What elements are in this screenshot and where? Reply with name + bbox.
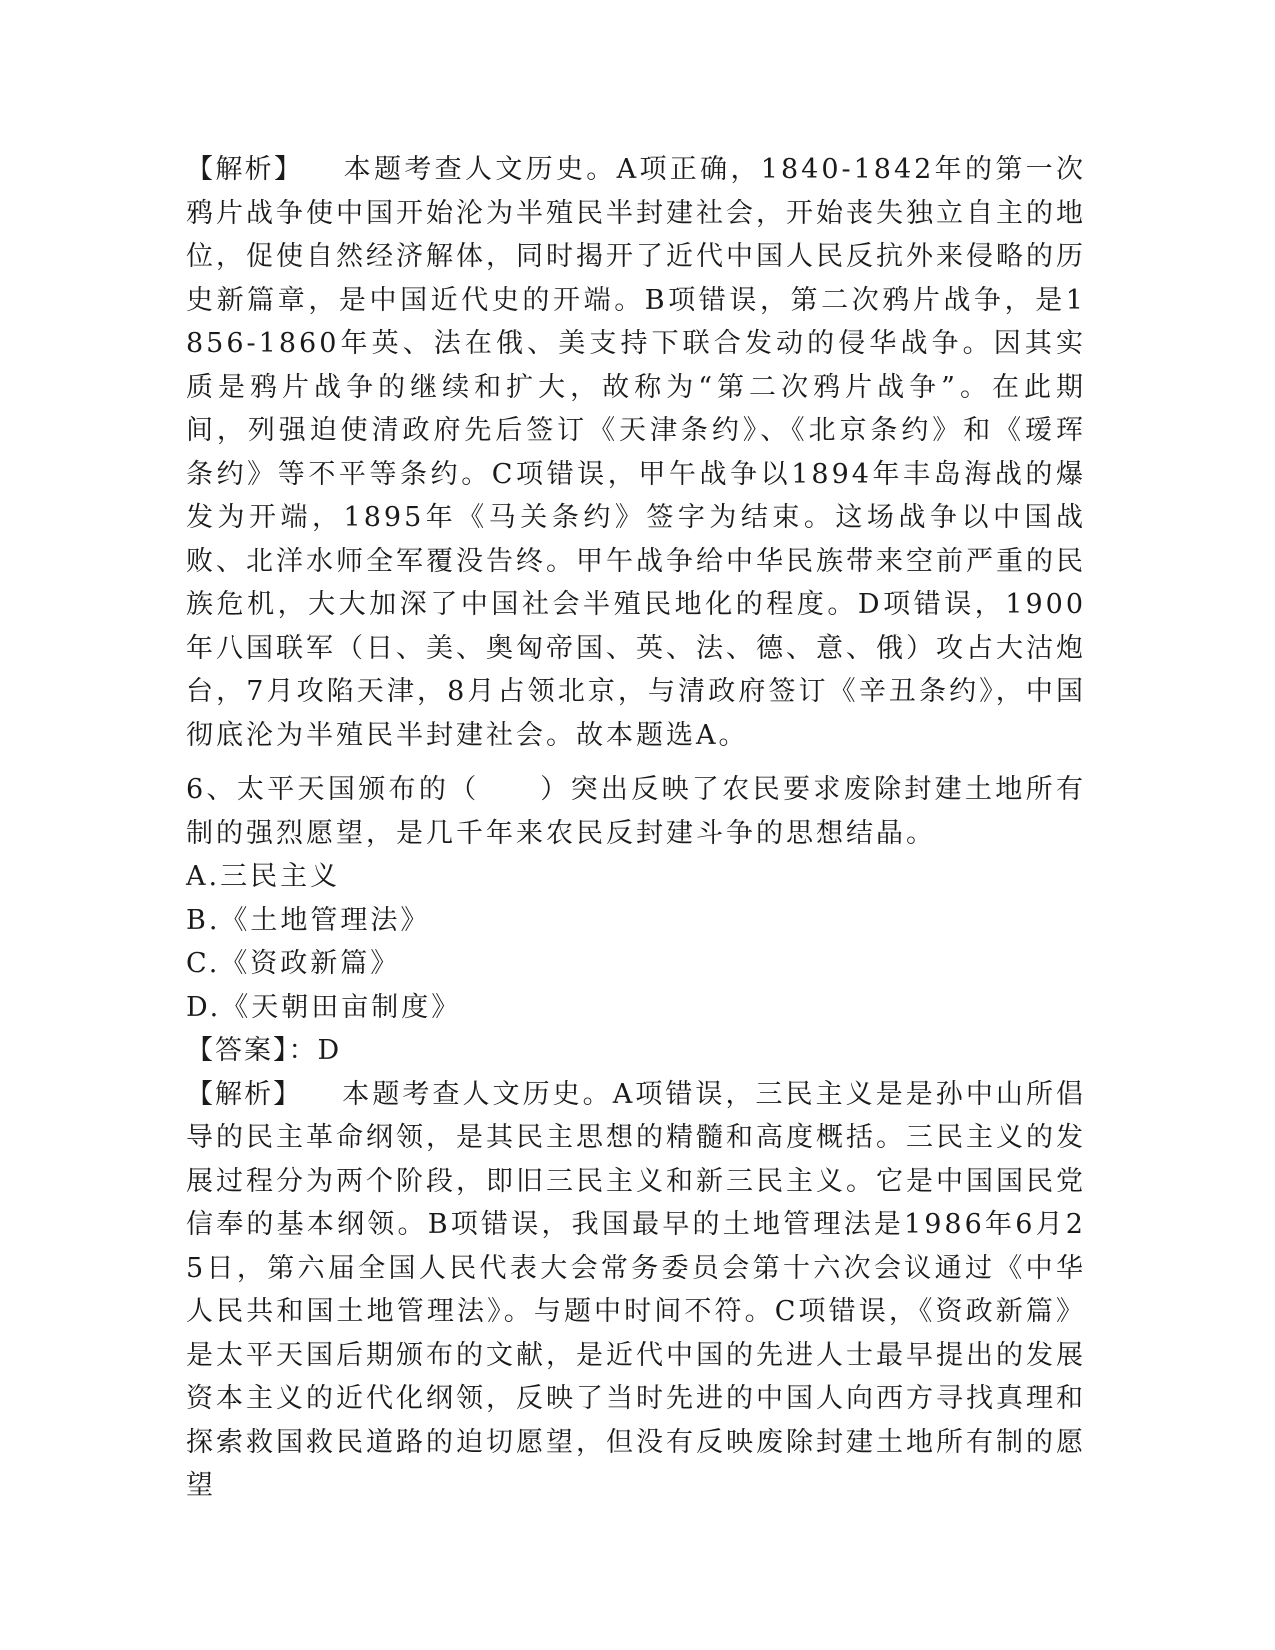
q6-stem: 6、太平天国颁布的（ ）突出反映了农民要求废除封建土地所有制的强烈愿望，是几千年来农民反封建斗争的思想结晶。 [186,774,1086,849]
q6-answer-value: D [317,1035,343,1066]
q6-explanation-label: 【解析】 [186,1078,303,1110]
q6-option-a: A.三民主义 [186,861,341,892]
q6-answer-label: 【答案】： [186,1035,318,1066]
q6-option-d: D.《天朝田亩制度》 [186,991,462,1023]
q6-answer [186,1029,1086,1073]
q6-option-b: B.《土地管理法》 [186,904,431,936]
q5-explanation-label: 【解析】 [186,154,304,185]
q6-explanation-text: 本题考查人文历史。A项错误，三民主义是是孙中山所倡导的民主革命纲领，是其民主思想的精髓和高度概括。三民主义的发展过程分为两个阶段，即旧三民主义和新三民主义。它是中国国民党信奉的基本纲领。B项错误，我国最早的土地管理法是1986年6月25日，第六届全国人民代表大会常务委员会第十六次会议通过《中华人民共和国土地管理法》。与题中时间不符。C项错误，《资政新篇》是太平天国后期颁布的文献，是近代中国的先进人士最早提出的发展资本主义的近代化纲领，反映了当时先进的中国人向西方寻找真理和探索救国救民道路的迫切愿望，但没有反映废除封建土地所有制的愿望 [186,1078,1087,1501]
q6-option-c: C.《资政新篇》 [186,948,401,979]
q5-explanation-text: 本题考查人文历史。A项正确，1840-1842年的第一次鸦片战争使中国开始沦为半殖民半封建社会，开始丧失独立自主的地位，促使自然经济解体，同时揭开了近代中国人民反抗外来侵略的历史新篇章，是中国近代史的开端。B项错误，第二次鸦片战争，是1856-1860年英、法在俄、美支持下联合发动的侵华战争。因其实质是鸦片战争的继续和扩大，故称为“第二次鸦片战争”。在此期间，列强迫使清政府先后签订《天津条约》、《北京条约》和《瑷珲条约》等不平等条约。C项错误，甲午战争以1894年丰岛海战的爆发为开端，1895年《马关条约》签字为结束。这场战争以中国战败、北洋水师全军覆没告终。甲午战争给中华民族带来空前严重的民族危机，大大加深了中国社会半殖民地化的程度。D项错误，1900年八国联军（日、美、奥匈帝国、英、法、德、意、俄）攻占大沽炮台，7月攻陷天津，8月占领北京，与清政府签订《辛丑条约》，中国彻底沦为半殖民半封建社会。故本题选A。 [186,154,1087,751]
q6-explanation [186,1073,1086,1508]
page-content [186,148,1086,1508]
q5-explanation [186,148,1086,757]
